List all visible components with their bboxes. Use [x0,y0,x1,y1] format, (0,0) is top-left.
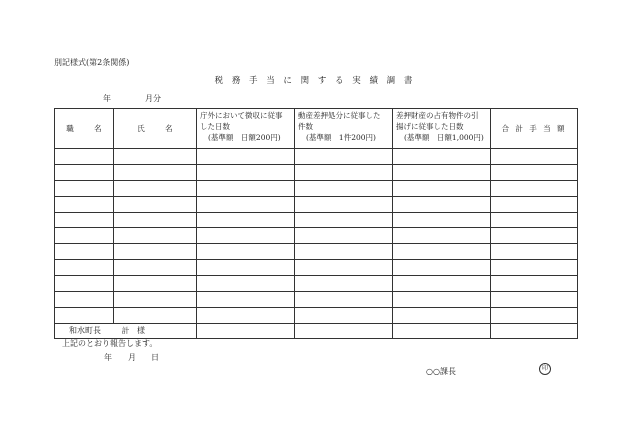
mayor-label: 和水町長 [69,326,101,335]
period-year-label: 年 [103,94,111,103]
form-label: 別記様式(第2条関係) [54,58,130,67]
table-cell[interactable] [491,292,578,308]
table-cell[interactable] [393,292,491,308]
header-total-allowance: 合 計 手 当 額 [491,109,578,149]
table-row [55,180,578,196]
table-cell[interactable] [295,276,393,292]
table-cell[interactable] [295,180,393,196]
table-cell[interactable] [491,164,578,180]
table-cell[interactable] [393,260,491,276]
table-header-row [55,109,578,149]
total-cell[interactable] [491,323,578,338]
performance-table [54,108,578,339]
table-row [55,212,578,228]
table-cell[interactable] [393,180,491,196]
table-row [55,292,578,308]
table-cell[interactable] [491,180,578,196]
table-cell[interactable] [491,228,578,244]
table-row [55,149,578,165]
header-seizure-count-line2: 件数 [298,122,313,131]
document-title: 税 務 手 当 に 関 す る 実 績 調 書 [214,76,416,86]
table-row [55,164,578,180]
table-cell[interactable] [491,276,578,292]
table-cell[interactable] [197,307,295,323]
table-cell[interactable] [295,149,393,165]
table-cell[interactable] [393,307,491,323]
table-cell[interactable] [114,276,197,292]
table-row [55,260,578,276]
table-cell[interactable] [197,276,295,292]
header-field-collection-days-base: (基準額 日額200円) [208,133,281,142]
total-cell[interactable] [393,323,491,338]
section-chief-label: ○○課長 [426,367,456,376]
table-cell[interactable] [197,164,295,180]
date-month-label: 月 [128,353,136,362]
table-cell[interactable] [55,212,114,228]
table-cell[interactable] [114,307,197,323]
header-name: 氏 名 [114,109,197,149]
table-row [55,276,578,292]
period-month-label: 月分 [145,94,161,103]
table-cell[interactable] [197,292,295,308]
header-field-collection-days-line2: した日数 [200,122,230,131]
total-cell[interactable] [197,323,295,338]
table-cell[interactable] [491,149,578,165]
table-cell[interactable] [197,149,295,165]
header-property-removal-days-line1: 差押財産の占有物件の引 [396,111,479,120]
table-cell[interactable] [114,180,197,196]
table-cell[interactable] [55,180,114,196]
table-body [55,149,578,324]
header-field-collection-days-line1: 庁外において徴収に従事 [200,111,283,120]
header-property-removal-days [393,109,491,149]
table-cell[interactable] [55,260,114,276]
date-year-label: 年 [104,353,112,362]
table-cell[interactable] [55,196,114,212]
table-cell[interactable] [55,244,114,260]
table-cell[interactable] [393,228,491,244]
table-cell[interactable] [55,149,114,165]
table-cell[interactable] [393,164,491,180]
table-cell[interactable] [197,212,295,228]
table-cell[interactable] [114,260,197,276]
header-seizure-count-line1: 動産差押処分に従事した [298,111,381,120]
table-cell[interactable] [295,196,393,212]
total-cell[interactable] [295,323,393,338]
table-cell[interactable] [114,196,197,212]
table-cell[interactable] [295,244,393,260]
report-sentence: 上記のとおり報告します。 [62,339,158,348]
table-cell[interactable] [393,212,491,228]
table-cell[interactable] [491,212,578,228]
table-cell[interactable] [55,228,114,244]
table-cell[interactable] [114,164,197,180]
table-cell[interactable] [114,228,197,244]
header-seizure-count [295,109,393,149]
table-cell[interactable] [491,307,578,323]
table-cell[interactable] [55,307,114,323]
table-cell[interactable] [491,196,578,212]
header-field-collection-days [197,109,295,149]
table-cell[interactable] [197,260,295,276]
table-row [55,307,578,323]
table-cell[interactable] [393,149,491,165]
table-cell[interactable] [114,244,197,260]
table-total-row [55,323,578,338]
header-seizure-count-base: (基準額 1件200円) [306,133,376,142]
total-label: 計 [55,323,197,338]
table-row [55,228,578,244]
table-cell[interactable] [114,292,197,308]
seal-icon: 印 [539,363,551,375]
table-cell[interactable] [55,164,114,180]
table-cell[interactable] [295,228,393,244]
table-cell[interactable] [393,196,491,212]
table-row [55,196,578,212]
table-cell[interactable] [197,196,295,212]
table-cell[interactable] [491,260,578,276]
table-cell[interactable] [295,164,393,180]
date-day-label: 日 [151,353,159,362]
table-cell[interactable] [197,244,295,260]
table-cell[interactable] [55,292,114,308]
table-cell[interactable] [55,276,114,292]
table-cell[interactable] [114,212,197,228]
table-cell[interactable] [491,244,578,260]
header-property-removal-days-line2: 揚げに従事した日数 [396,122,464,131]
honorific: 様 [137,326,145,335]
table-cell[interactable] [295,292,393,308]
header-property-removal-days-base: (基準額 日額1,000円) [404,133,484,142]
header-position: 職 名 [55,109,114,149]
table-cell[interactable] [197,180,295,196]
table-cell[interactable] [197,228,295,244]
table-cell[interactable] [393,276,491,292]
table-row [55,244,578,260]
table-cell[interactable] [295,260,393,276]
table-cell[interactable] [114,149,197,165]
table-cell[interactable] [393,244,491,260]
table-cell[interactable] [295,212,393,228]
table-cell[interactable] [295,307,393,323]
